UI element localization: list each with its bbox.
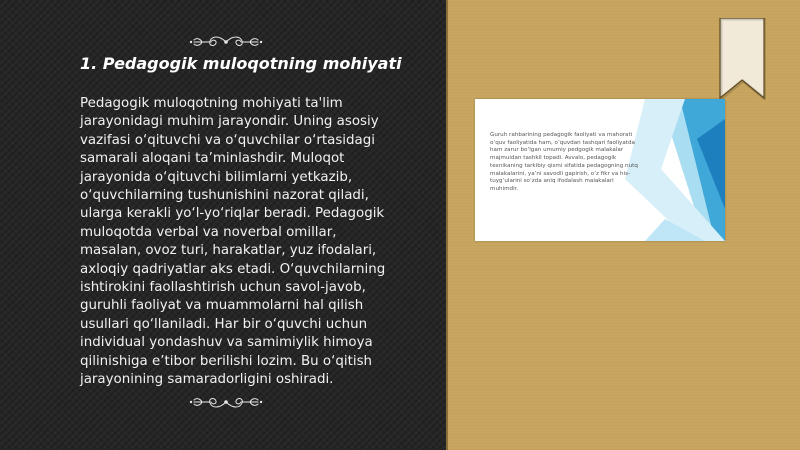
paragraph-line: vazifasi o‘qituvchi va o‘quvchilar o‘rtasidagi [80,132,375,148]
paragraph-line: qilinishiga e’tibor berilishi lozim. Bu o‘qitish [80,353,373,369]
bookmark-ribbon-icon [718,18,766,100]
slide-thumbnail-image [475,99,725,241]
paragraph-line: usullari qo‘llaniladi. Har bir o‘quvchi uchun [80,316,368,332]
thumbnail-line: malakalarini, ya’ni savodli gapirish, o‘z fikr va his- [490,170,631,177]
paragraph-line: ishtirokini faollashtirish uchun savol-javob, [80,280,366,296]
paragraph-line: individual yondashuv va samimiylik himoya [80,335,373,351]
paragraph-line: o‘quvchilarning tushunishini nazorat qiladi, [80,188,369,204]
paragraph-line: muloqotda verbal va noverbal omillar, [80,224,337,240]
paragraph-line: axloqiy qadriyatlar aks etadi. O‘quvchilarning [80,261,386,277]
paragraph-line: jarayonining samaradorligini oshiradi. [80,372,334,388]
thumbnail-line: tuyg‘ularini so‘zda aniq ifodalash malakalari [490,178,614,185]
paragraph-line: guruhli faoliyat va muammolarni hal qilish [80,298,364,314]
flourish-top-icon [188,34,264,50]
thumbnail-line: ham zarur bo‘lgan umumiy pedgogik malakalar [490,147,624,154]
thumbnail-text [490,132,660,194]
thumbnail-line: muhimdir. [490,185,519,192]
slide-title: 1. Pedagogik muloqotning mohiyati [80,54,402,73]
paragraph-line: jarayonidagi muhim jarayondir. Uning asosiy [80,114,379,130]
paragraph-line: samarali aloqani ta’minlashdir. Muloqot [80,151,345,167]
paragraph-line: masalan, ovoz turi, harakatlar, yuz ifodalari, [80,243,377,259]
flourish-bottom-icon [188,394,264,410]
paragraph-line: ularga kerakli yo‘l-yo‘riqlar beradi. Pedagogik [80,206,385,222]
paragraph-line: jarayonida o‘qituvchi bilimlarni yetkazib, [80,169,353,185]
thumbnail-line: Guruh rahbarining pedagogik faoliyati va mahorati [490,132,633,138]
paragraph-line: Pedagogik muloqotning mohiyati ta'lim [80,96,343,111]
thumbnail-line: o‘quv faoliyatida ham, o‘quvdan tashqari faoliyatda [490,139,635,146]
panel-divider [446,0,448,450]
thumbnail-line: texnikaning tarkibiy qismi sifatida pedagogning nutq [490,162,638,169]
slide-paragraph [80,95,420,390]
thumbnail-line: majmuidan tashkil topadi. Avvalo, pedagogik [490,155,617,162]
